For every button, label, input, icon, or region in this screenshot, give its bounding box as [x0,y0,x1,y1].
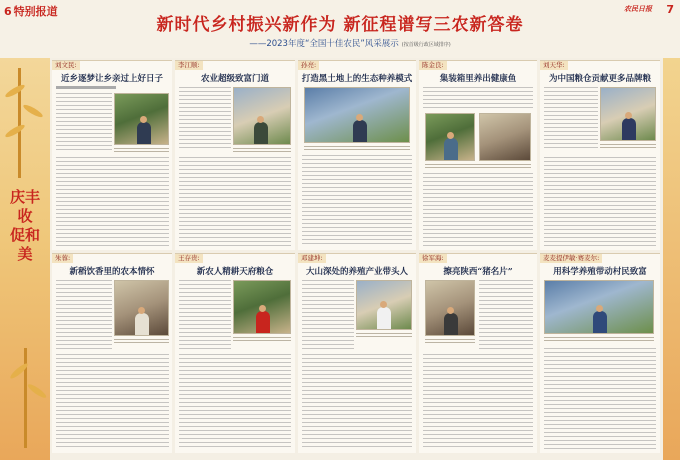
section-label: 特别报道 [13,5,58,18]
story-body-text [479,280,533,350]
photo-caption [425,339,475,345]
page-subtitle: ——2023年度“全国十佳农民”风采展示 (按首级行政区域排序) [249,39,451,49]
story-body-text [179,157,291,247]
story-photo [600,87,656,141]
story-photo [544,280,654,334]
story-8 [298,253,416,453]
story-body-text [56,157,169,247]
story-10 [540,253,660,453]
story-person-name: 陈金良: [419,61,447,70]
story-body-text [302,354,412,450]
story-person-name: 徐军海: [419,254,447,263]
story-person-name: 邓建坤: [298,254,326,263]
wheat-leaf-icon [22,103,44,119]
story-headline: 擦亮陕西“猪名片” [443,267,513,277]
decorative-sidebar [0,58,50,460]
story-body-text [423,354,533,450]
person-figure [137,122,151,144]
page-number-right: 7 [666,3,674,16]
story-4 [419,60,537,250]
story-person-name: 朱蓉: [52,254,73,263]
byline [56,86,116,89]
story-headline: 新农人精耕天府粮仓 [196,267,274,277]
story-headline: 用科学养殖带动村民致富 [553,267,647,277]
photo-caption [114,339,169,345]
person-head [380,301,387,308]
story-body-text [56,280,112,350]
page-number-left: 6 特别报道 [4,5,58,18]
story-body-text [56,93,112,153]
story-photo [304,87,410,143]
person-figure [377,307,391,329]
page-title: 新时代乡村振兴新作为 新征程谱写三农新答卷 [156,15,524,35]
story-person-name: 孙亮: [298,61,319,70]
person-figure [622,118,636,140]
story-body-text [302,280,354,350]
story-3 [298,60,416,250]
person-figure [593,311,607,333]
story-body-text [179,280,231,350]
person-head [140,116,147,123]
person-figure [353,120,367,142]
story-7 [175,253,295,453]
story-body-text [179,87,231,151]
slogan: 庆丰收 促和美 [10,188,41,263]
story-photo [356,280,412,330]
person-head [356,114,363,121]
person-figure [444,313,458,335]
photo-caption [425,164,531,170]
story-headline: 集装箱里养出健康鱼 [439,74,517,84]
story-person-name: 李江顺: [175,61,203,70]
wheat-leaf-icon [26,382,47,400]
person-head [447,132,454,139]
photo-caption [356,333,412,339]
story-headline: 打造黑土地上的生态种养模式 [301,74,413,84]
story-photo [425,113,475,161]
story-person-name: 刘文民: [52,61,80,70]
story-photo [114,280,169,336]
story-headline: 近乡逐梦让乡亲过上好日子 [60,74,163,84]
decorative-right-strip [663,58,680,460]
photo-caption [304,146,410,152]
story-body-text [423,173,533,247]
story-body-text [544,157,656,247]
story-body-text [544,87,598,149]
story-5 [540,60,660,250]
masthead: 农民日报 [624,4,652,13]
story-body-text [423,87,533,111]
page-header [0,0,680,58]
person-head [625,112,632,119]
story-body-text [302,155,412,247]
story-2 [175,60,295,250]
story-headline: 大山深处的养殖产业带头人 [305,267,408,277]
photo-caption [544,337,654,343]
person-head [596,305,603,312]
story-6 [52,253,172,453]
story-photo [233,280,291,334]
story-body-text [56,354,169,450]
person-figure [135,313,149,335]
story-9 [419,253,537,453]
person-head [257,116,264,123]
person-head [259,305,266,312]
story-headline: 农业超级致富门道 [200,74,269,84]
photo-caption [233,148,291,154]
story-1 [52,60,172,250]
wheat-leaf-icon [4,123,26,139]
photo-caption [600,144,656,150]
story-body-text [179,354,291,450]
person-figure [256,311,270,333]
story-person-name: 麦麦提伊敏·赛麦尔: [540,254,602,263]
person-figure [444,138,458,160]
person-head [447,307,454,314]
wheat-leaf-icon [4,83,26,99]
story-photo [479,113,531,161]
photo-caption [114,148,169,154]
person-figure [254,122,268,144]
story-photo [233,87,291,145]
story-photo [114,93,169,145]
story-person-name: 王存贵: [175,254,203,263]
subtitle-note: (按首级行政区域排序) [401,42,451,48]
story-headline: 新稻饮香里的农本情怀 [69,267,155,277]
story-photo [425,280,475,336]
person-head [138,307,145,314]
story-headline: 为中国粮仓贡献更多品牌粮 [548,74,651,84]
story-person-name: 刘天华: [540,61,568,70]
photo-caption [233,337,291,343]
story-body-text [544,348,656,450]
